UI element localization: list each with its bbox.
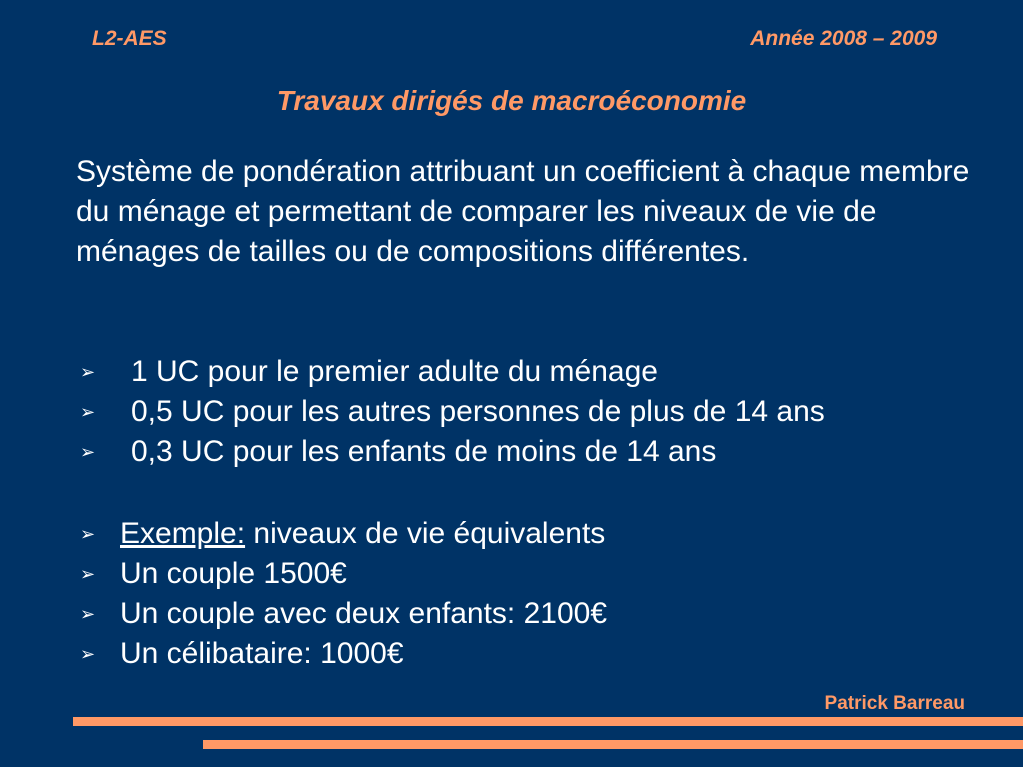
arrow-bullet-icon: ➢ [80, 362, 96, 382]
footer-divider-bar [73, 717, 1023, 726]
academic-year: Année 2008 – 2009 [750, 27, 937, 50]
author-name: Patrick Barreau [824, 693, 965, 714]
list-item [76, 352, 825, 392]
list-item [76, 392, 825, 432]
arrow-bullet-icon: ➢ [80, 442, 96, 462]
list-item-text: 1 UC pour le premier adulte du ménage [131, 355, 658, 388]
list-item-text: Un couple avec deux enfants: 2100€ [120, 597, 608, 630]
list-item [76, 554, 607, 594]
weights-list [76, 352, 825, 472]
list-item [76, 594, 607, 634]
list-item [76, 432, 825, 472]
list-item-text: 0,3 UC pour les enfants de moins de 14 ans [131, 435, 717, 468]
list-item-text: 0,5 UC pour les autres personnes de plus de 14 ans [131, 395, 825, 428]
list-item-text: Un célibataire: 1000€ [120, 637, 404, 670]
list-item-text: Un couple 1500€ [120, 557, 347, 590]
arrow-bullet-icon: ➢ [80, 564, 96, 584]
intro-paragraph: Système de pondération attribuant un coefficient à chaque membre du ménage et permettant de comparer les niveaux de vie de ménages de tailles ou de compositions différentes. [76, 155, 970, 268]
arrow-bullet-icon: ➢ [80, 402, 96, 422]
example-description: niveaux de vie équivalents [245, 517, 606, 550]
arrow-bullet-icon: ➢ [80, 524, 96, 544]
arrow-bullet-icon: ➢ [80, 604, 96, 624]
example-heading [76, 514, 605, 554]
course-label: L2-AES [92, 27, 167, 50]
slide-title: Travaux dirigés de macroéconomie [276, 85, 747, 116]
footer-divider-bar [203, 740, 1023, 749]
arrow-bullet-icon: ➢ [80, 644, 96, 664]
example-label: Exemple: [120, 517, 246, 550]
list-item [76, 514, 607, 554]
list-item [76, 634, 607, 674]
example-list [76, 514, 607, 674]
